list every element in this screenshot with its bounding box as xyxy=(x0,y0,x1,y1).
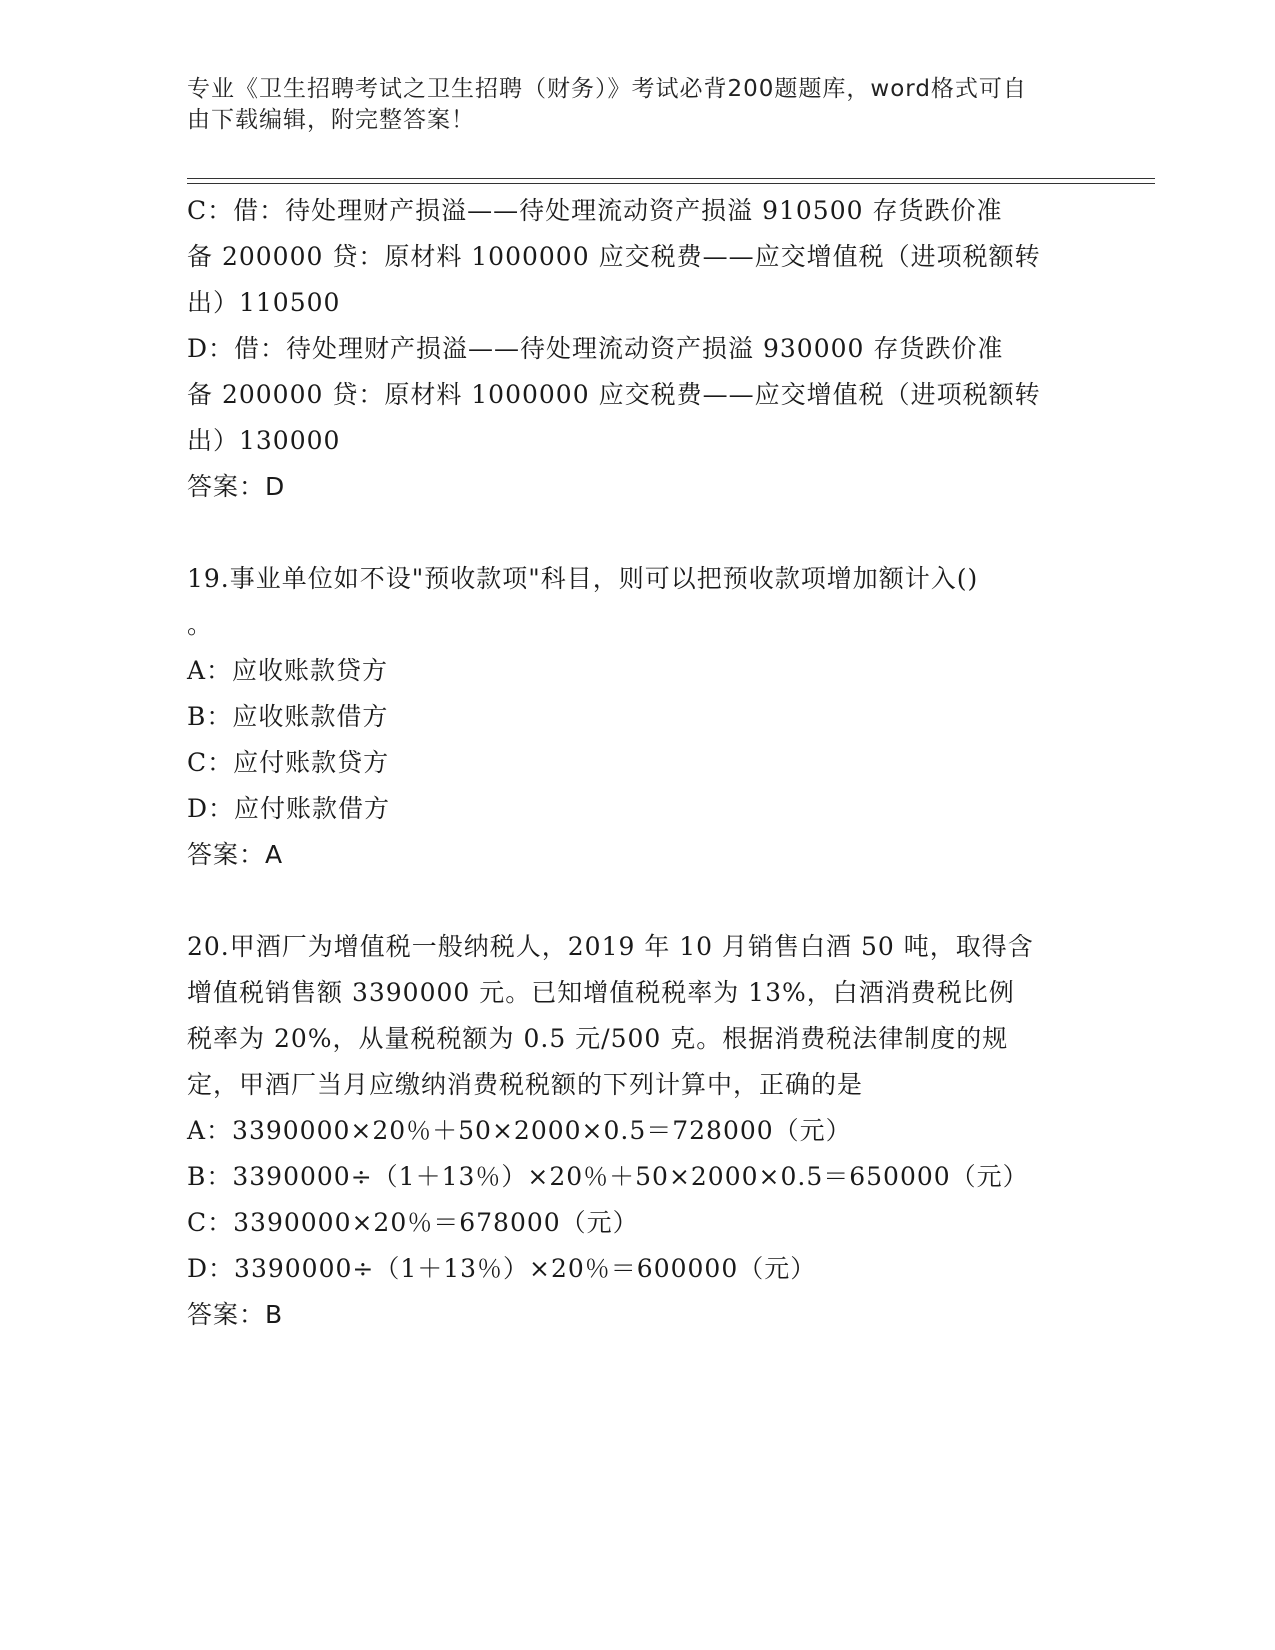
question-18-option-c xyxy=(187,188,1087,326)
spacer xyxy=(187,510,1087,556)
question-19-option: C：应付账款贷方 xyxy=(187,748,390,777)
question-19-answer: 答案：A xyxy=(187,840,284,869)
option-d-line: 备 200000 贷：原材料 1000000 应交税费——应交增值税（进项税额转 xyxy=(187,380,1041,409)
question-20-option: C：3390000×20％＝678000（元） xyxy=(187,1208,639,1237)
spacer xyxy=(187,878,1087,924)
option-c-line: 备 200000 贷：原材料 1000000 应交税费——应交增值税（进项税额转 xyxy=(187,242,1041,271)
question-18-option-d xyxy=(187,326,1087,464)
header-line-1: 专业《卫生招聘考试之卫生招聘（财务）》考试必背200题题库，word格式可自 xyxy=(187,76,1027,102)
question-20 xyxy=(187,924,1087,1338)
question-20-stem: 税率为 20%，从量税税额为 0.5 元/500 克。根据消费税法律制度的规 xyxy=(187,1024,1009,1053)
header-divider-bottom xyxy=(187,183,1155,184)
header-line-2: 由下载编辑，附完整答案！ xyxy=(187,107,475,133)
question-20-stem: 定，甲酒厂当月应缴纳消费税税额的下列计算中，正确的是 xyxy=(187,1070,864,1099)
page-content xyxy=(187,188,1087,1338)
question-20-stem: 增值税销售额 3390000 元。已知增值税税率为 13%，白酒消费税比例 xyxy=(187,978,1015,1007)
question-20-answer: 答案：B xyxy=(187,1300,284,1329)
question-19-option: A：应收账款贷方 xyxy=(187,656,389,685)
option-c-line: C：借：待处理财产损溢——待处理流动资产损溢 910500 存货跌价准 xyxy=(187,196,1003,225)
question-18-answer: 答案：D xyxy=(187,472,286,501)
question-20-option: D：3390000÷（1＋13％）×20％＝600000（元） xyxy=(187,1254,817,1283)
question-20-option: B：3390000÷（1＋13％）×20％＋50×2000×0.5＝650000（元） xyxy=(187,1162,1029,1191)
question-20-stem: 20.甲酒厂为增值税一般纳税人，2019 年 10 月销售白酒 50 吨，取得含 xyxy=(187,932,1034,961)
option-c-line: 出）110500 xyxy=(187,288,341,317)
question-20-option: A：3390000×20％＋50×2000×0.5＝728000（元） xyxy=(187,1116,852,1145)
question-19 xyxy=(187,556,1087,878)
question-19-option: B：应收账款借方 xyxy=(187,702,389,731)
question-19-option: D：应付账款借方 xyxy=(187,794,391,823)
document-header xyxy=(187,74,1087,136)
header-divider-top xyxy=(187,178,1155,179)
question-19-stem: 。 xyxy=(187,610,214,639)
question-19-stem: 19.事业单位如不设"预收款项"科目，则可以把预收款项增加额计入() xyxy=(187,564,979,593)
option-d-line: 出）130000 xyxy=(187,426,341,455)
option-d-line: D：借：待处理财产损溢——待处理流动资产损溢 930000 存货跌价准 xyxy=(187,334,1004,363)
